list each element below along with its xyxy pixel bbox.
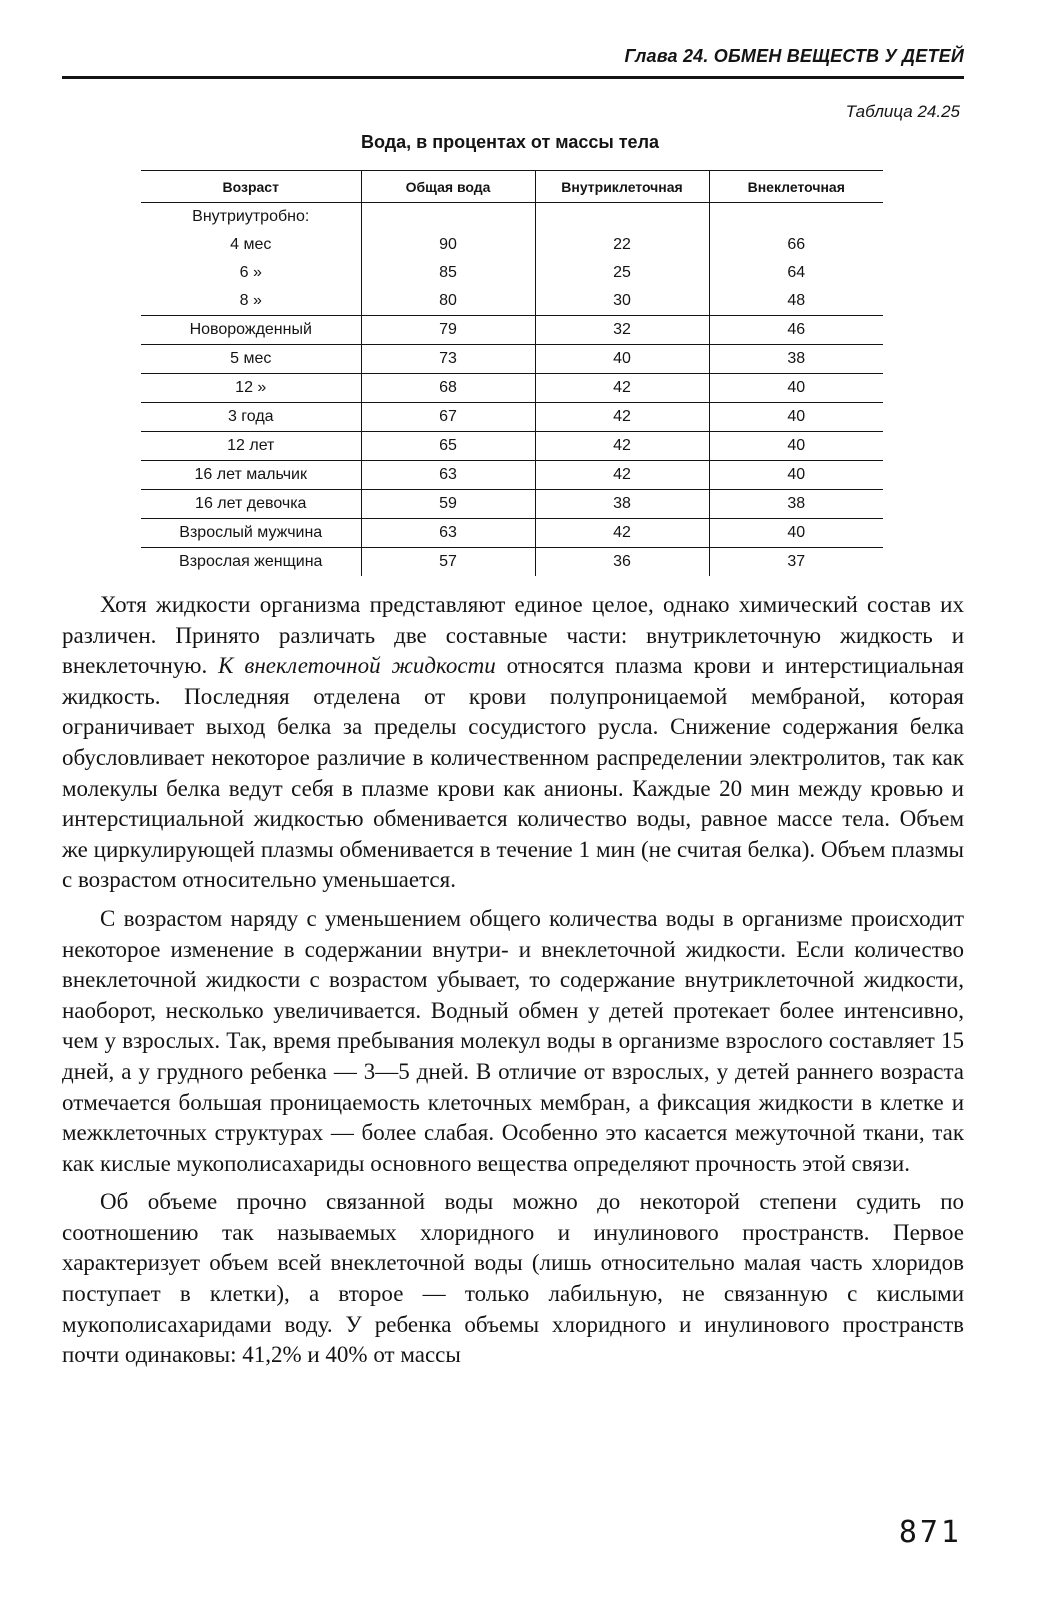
- total-cell: 79: [361, 316, 535, 345]
- table-row: [141, 287, 883, 316]
- intracellular-cell: 36: [535, 548, 709, 577]
- emphasis-extracellular-fluid: К внеклеточной жидкости: [218, 653, 496, 679]
- total-cell: 67: [361, 403, 535, 432]
- age-cell: Взрослая женщина: [179, 553, 323, 570]
- table-title: Вода, в процентах от массы тела: [360, 132, 660, 152]
- table-row: [141, 374, 883, 403]
- table-row: [141, 259, 883, 287]
- intracellular-cell: 42: [535, 461, 709, 490]
- table-group-row: [141, 203, 883, 232]
- total-cell: 63: [361, 461, 535, 490]
- age-cell: 12 лет: [141, 432, 361, 461]
- age-cell: 6 »: [239, 264, 262, 281]
- total-cell: 65: [361, 432, 535, 461]
- intracellular-cell: 42: [535, 374, 709, 403]
- extracellular-cell: 40: [709, 374, 883, 403]
- age-cell: 16 лет девочка: [141, 490, 361, 519]
- extracellular-cell: 66: [709, 231, 883, 259]
- water-table: [141, 170, 883, 576]
- page-number: 871: [898, 1515, 962, 1550]
- table-row: [141, 345, 883, 374]
- chapter-header: Глава 24. ОБМЕН ВЕЩЕСТВ У ДЕТЕЙ: [624, 46, 964, 66]
- column-header-total: Общая вода: [361, 171, 535, 203]
- table-number: Таблица 24.25: [845, 102, 960, 121]
- table-header-row: [141, 171, 883, 203]
- total-cell: 63: [361, 519, 535, 548]
- extracellular-cell: 40: [709, 432, 883, 461]
- table-row: [141, 548, 883, 577]
- column-header-extracellular: Внеклеточная: [709, 171, 883, 203]
- table-row: [141, 231, 883, 259]
- paragraph-1: Хотя жидкости организма представляют единое целое, однако химический состав их различен. Принято различать две составные части: внутриклеточную жидкость и внеклеточную. К внеклеточной жидкости относятся плазма крови и интерстициальная жидкость. Последняя отделена от крови полупроницаемой мембраной, которая ограничивает выход белка за пределы сосудистого русла. Снижение содержания белка обусловливает некоторое различие в количественном распределении электролитов, так как молекулы белка ведут себя в плазме крови как анионы. Каждые 20 мин между кровью и интерстициальной жидкостью обменивается количество воды, равное массе тела. Объем же циркулирующей плазмы обменивается в течение 1 мин (не считая белка). Объем плазмы с возрастом относительно уменьшается.: [62, 592, 965, 893]
- age-cell: 8 »: [141, 287, 361, 316]
- table-row: [141, 316, 883, 345]
- extracellular-cell: 40: [709, 403, 883, 432]
- intracellular-cell: 42: [535, 519, 709, 548]
- age-cell: 5 мес: [141, 345, 361, 374]
- table-row: [141, 403, 883, 432]
- extracellular-cell: 37: [709, 548, 883, 577]
- paragraph-3: Об объеме прочно связанной воды можно до некоторой степени судить по соотношению так называемых хлоридного и инулинового пространств. Первое характеризует объем всей внеклеточной воды (лишь относительно малая часть хлоридов поступает в клетки), а второе — только лабильную, не связанную с кислыми мукополисахаридами воду. У ребенка объемы хлоридного и инулинового пространств почти одинаковы: 41,2% и 40% от массы: [62, 1189, 964, 1368]
- extracellular-cell: 40: [709, 461, 883, 490]
- intracellular-cell: 40: [535, 345, 709, 374]
- extracellular-cell: 38: [709, 490, 883, 519]
- extracellular-cell: 48: [709, 287, 883, 316]
- total-cell: 73: [361, 345, 535, 374]
- paragraph-2: С возрастом наряду с уменьшением общего количества воды в организме происходит некоторое изменение в содержании внутри- и внеклеточной жидкости. Если количество внеклеточной жидкости с возрастом убывает, то содержание внутриклеточной жидкости, наоборот, несколько увеличивается. Водный обмен у детей протекает более интенсивно, чем у взрослых. Так, время пребывания молекул воды в организме взрослого составляет 15 дней, а у грудного ребенка — 3—5 дней. В отличие от взрослых, у детей раннего возраста отмечается большая проницаемость клеточных мембран, а фиксация жидкости в клетке и межклеточных структурах — более слабая. Особенно это касается межуточной ткани, так как кислые мукополисахариды основного вещества определяют прочность этой связи.: [62, 905, 964, 1176]
- age-cell: 3 года: [141, 403, 361, 432]
- table-row: [141, 519, 883, 548]
- extracellular-cell: 46: [709, 316, 883, 345]
- table-row: [141, 490, 883, 519]
- intracellular-cell: 42: [535, 432, 709, 461]
- table-row: [141, 432, 883, 461]
- group-label: Внутриутробно:: [192, 208, 310, 225]
- total-cell: 57: [361, 548, 535, 577]
- age-cell: Новорожденный: [141, 316, 361, 345]
- total-cell: 85: [361, 259, 535, 287]
- intracellular-cell: 32: [535, 316, 709, 345]
- age-cell: 4 мес: [230, 236, 272, 253]
- total-cell: 68: [361, 374, 535, 403]
- extracellular-cell: 38: [709, 345, 883, 374]
- age-cell: 12 »: [141, 374, 361, 403]
- column-header-intracellular: Внутриклеточная: [535, 171, 709, 203]
- intracellular-cell: 22: [535, 231, 709, 259]
- extracellular-cell: 64: [709, 259, 883, 287]
- table-row: [141, 461, 883, 490]
- header-rule: [62, 76, 964, 79]
- intracellular-cell: 38: [535, 490, 709, 519]
- intracellular-cell: 30: [535, 287, 709, 316]
- total-cell: 90: [361, 231, 535, 259]
- age-cell: Взрослый мужчина: [141, 519, 361, 548]
- total-cell: 59: [361, 490, 535, 519]
- age-cell: 16 лет мальчик: [141, 461, 361, 490]
- total-cell: 80: [361, 287, 535, 316]
- intracellular-cell: 42: [535, 403, 709, 432]
- intracellular-cell: 25: [535, 259, 709, 287]
- extracellular-cell: 40: [709, 519, 883, 548]
- column-header-age: Возраст: [141, 171, 361, 203]
- body-text: [62, 590, 964, 1379]
